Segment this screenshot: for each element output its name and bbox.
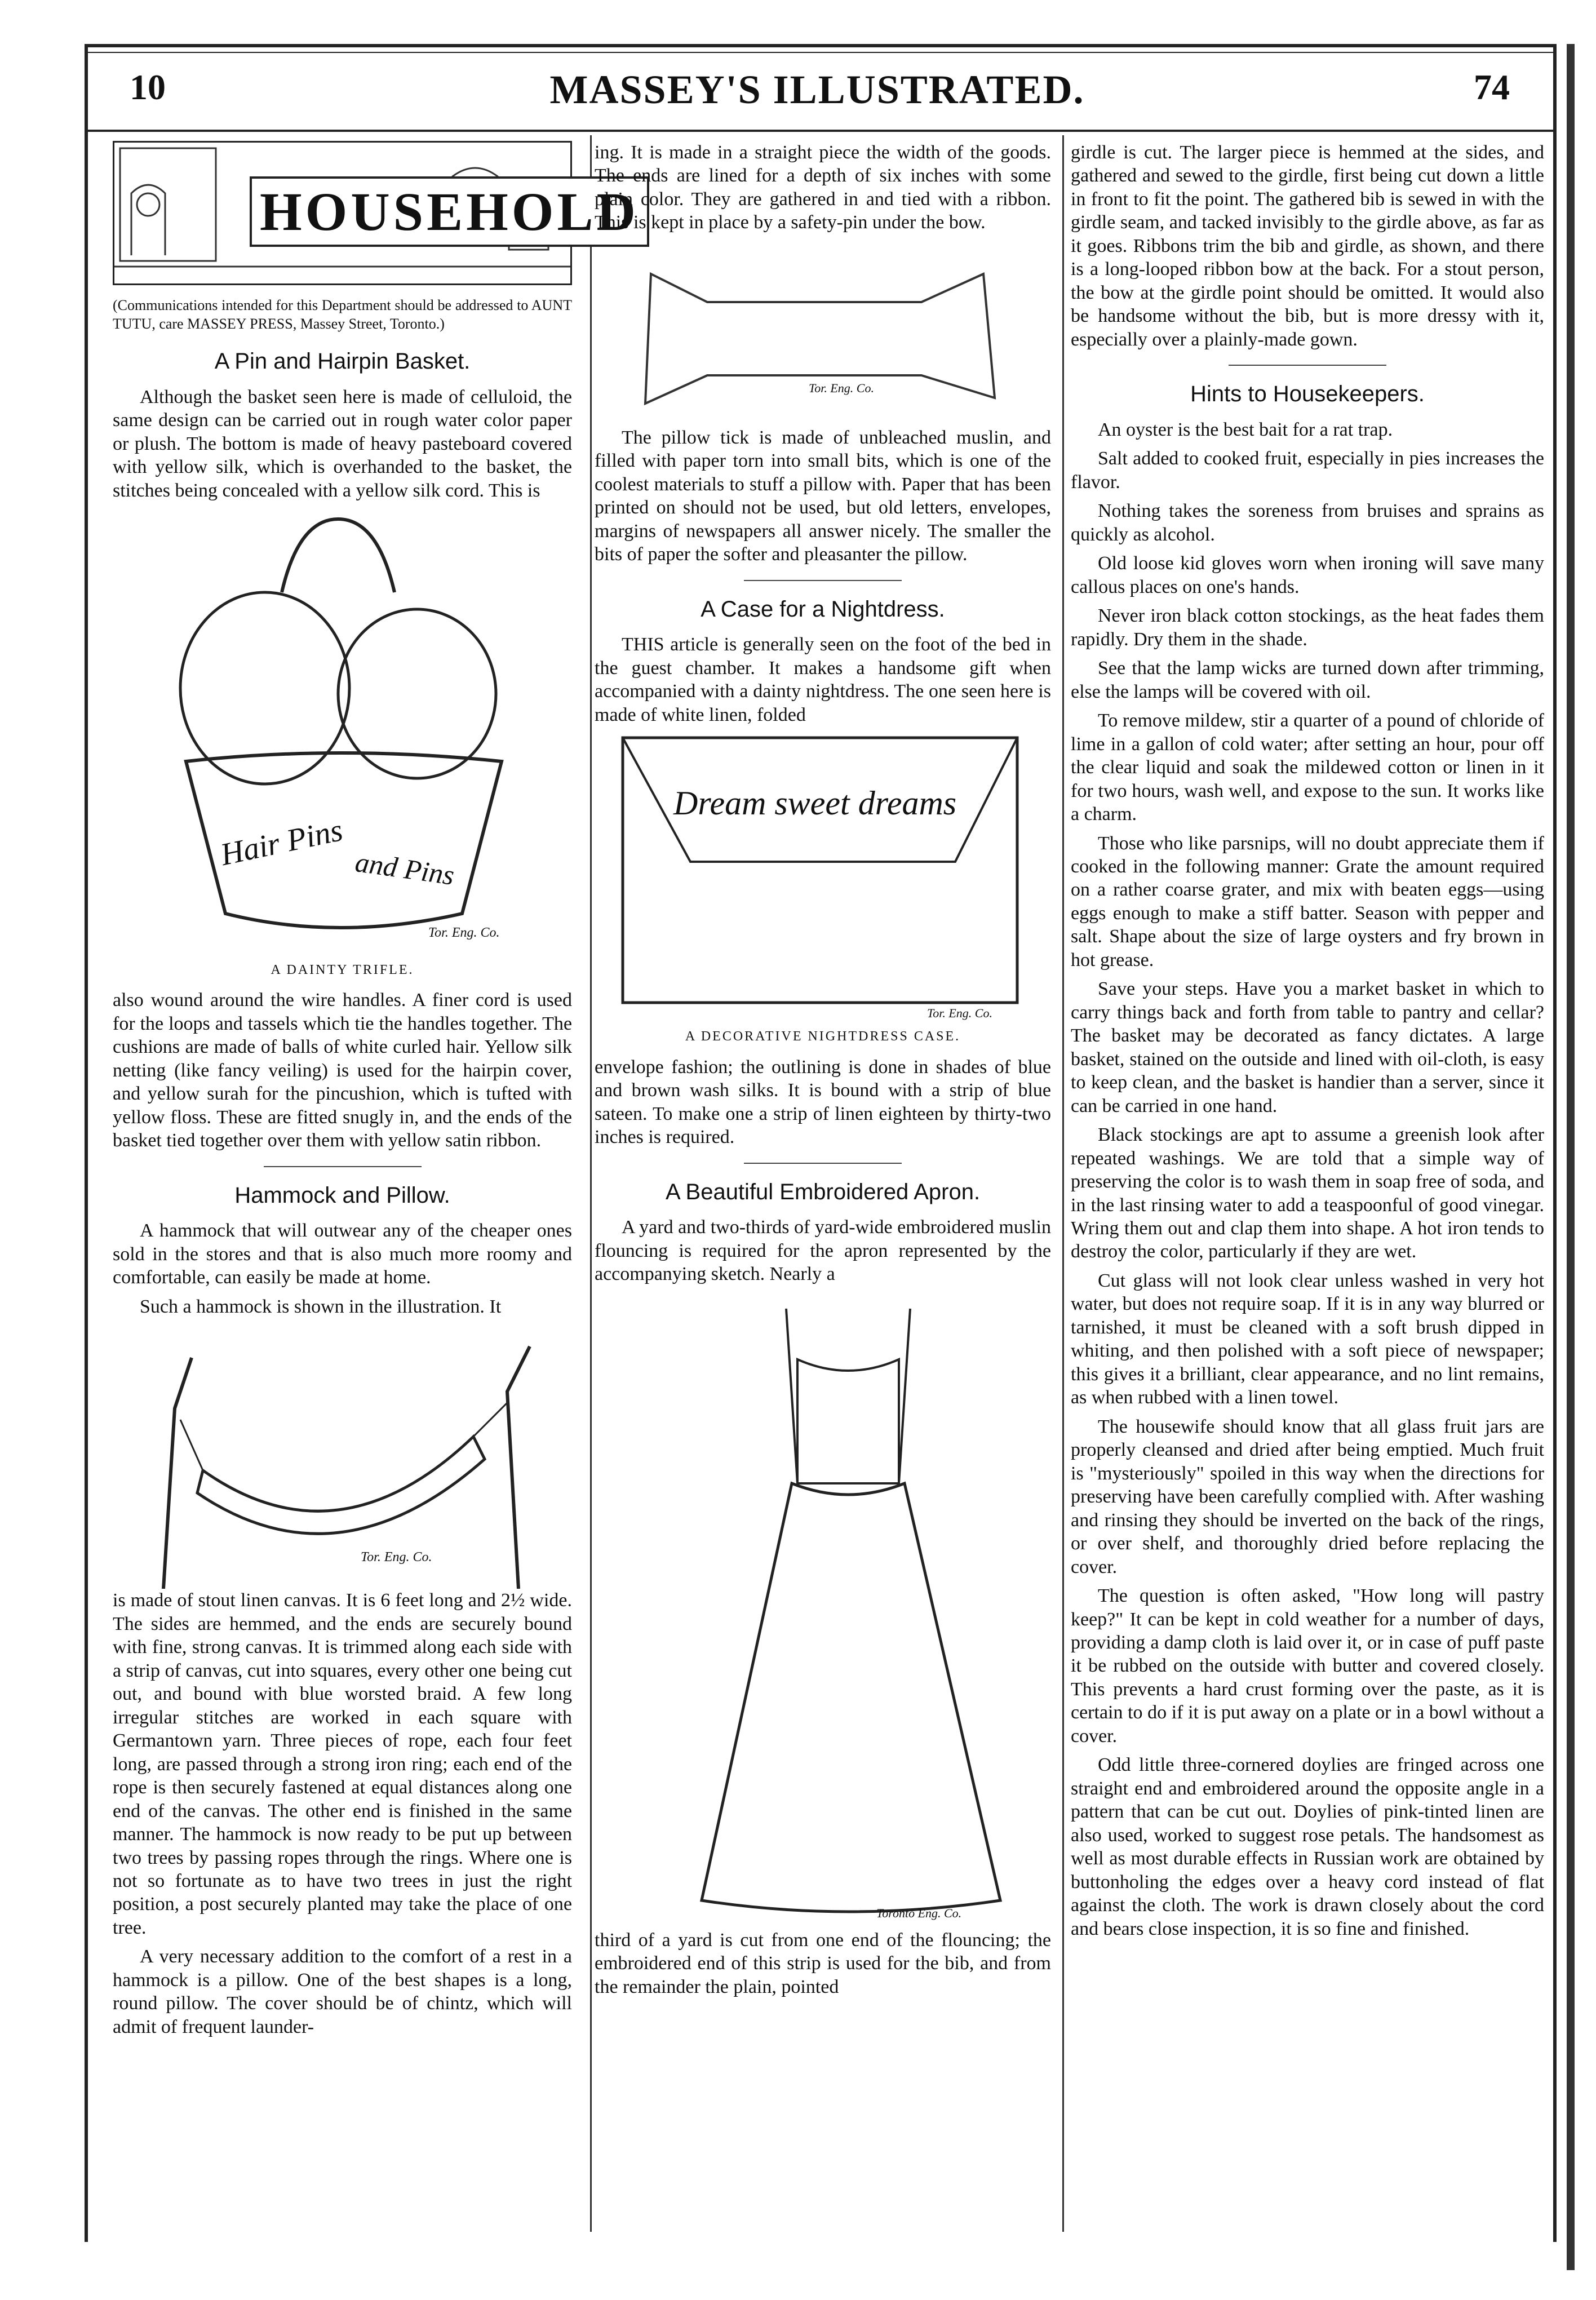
hammock-paragraph-4: A very necessary addition to the comfort of a rest in a hammock is a pillow. One of the best shapes is a long, round pillow. The cover should be of chintz, which will admit of frequent launder- [113, 1946, 572, 2037]
column-1 [113, 141, 639, 2044]
section-separator [1229, 365, 1386, 366]
hint-12: The housewife should know that all glass fruit jars are properly cleansed and dried after being emptied. Much fruit is "mysteriously" spoiled in this way when the directions for preserving have been carefully complied with. After washing and rinsing they should be inverted on the back of the rings, or over shelf, and thoroughly dried before replacing the cover. [1071, 1416, 1544, 1577]
page-border-top-inner [85, 52, 1557, 53]
apron-illustration [595, 1292, 1051, 1929]
page-number-right: 74 [1474, 67, 1510, 107]
column-3 [1071, 141, 1544, 1946]
apron-paragraph-3: girdle is cut. The larger piece is hemmed at the sides, and gathered and sewed to the girdle, first being cut down a little in front to fit the point. The gathered bib is sewed in with the girdle seam, and tacked invisibly to the girdle above, as far as it goes. Ribbons trim the bib and girdle, as shown, and there is a long-looped ribbon bow at the back. For a stout person, the bow at the girdle point should be omitted. It would also be handsome without the bib, but is more dressy with it, especially over a plainly-made gown. [1071, 142, 1544, 350]
page-border-left [85, 44, 88, 2242]
masthead: MASSEY'S ILLUSTRATED. [549, 67, 1085, 112]
hint-8: Those who like parsnips, will no doubt appreciate them if cooked in the following manner: Grate the amount required on a rather coarse grater, and mix with beaten eggs—using eggs enough to make a stiff batter. Season with pepper and salt. Shape about the size of large oysters and fry brown in hot grease. [1071, 832, 1544, 970]
apron-engraver: Toronto Eng. Co. [876, 1905, 962, 1920]
pin-basket-title: A Pin and Hairpin Basket. [214, 349, 471, 374]
hint-7: To remove mildew, stir a quarter of a pound of chloride of lime in a gallon of cold water; after setting an hour, pour off the clear liquid and soak the mildewed cotton or linen in it for two hours, wash well, and expose to the sun. It works like a charm. [1071, 710, 1544, 825]
column-rule-2 [1062, 135, 1064, 2232]
hint-4: Old loose kid gloves worn when ironing will save many callous places on one's hands. [1071, 553, 1544, 597]
hammock-paragraph-3: is made of stout linen canvas. It is 6 feet long and 2½ wide. The sides are hemmed, and the ends are securely bound with fine, strong canvas. It is trimmed along each side with a strip of canvas, cut into squares, every other one being cut out, and bound with blue worsted braid. A few long irregular stitches are worked in each square with Germantown yarn. Three pieces of rope, each four feet long, are passed through a strong iron ring; each end of the rope is then securely fastened at equal distances along one end of the canvas. The other end is finished in the same manner. The hammock is now ready to be put up between two trees by passing ropes through the rings. Where one is not so fortunate as to have two trees in just the right position, a post securely planted may take the place of one tree. [113, 1590, 572, 1938]
apron-paragraph-2: third of a yard is cut from one end of the flouncing; the embroidered end of this strip is used for the bib, and from the remainder the plain, pointed [595, 1929, 1051, 1997]
pillow-paragraph-1: ing. It is made in a straight piece the width of the goods. The ends are lined for a depth of six inches with some plain color. They are gathered in and tied with a ribbon. This is kept in place by a safety-pin under the bow. [595, 142, 1051, 233]
page-border-right [1553, 44, 1557, 2242]
column-rule-1 [590, 135, 592, 2232]
hammock-illustration [113, 1324, 572, 1589]
hints-title: Hints to Housekeepers. [1190, 382, 1425, 407]
nightdress-caption: A DECORATIVE NIGHTDRESS CASE. [685, 1029, 961, 1044]
hammock-paragraph-2: Such a hammock is shown in the illustration. It [140, 1296, 502, 1317]
hammock-engraver: Tor. Eng. Co. [361, 1550, 432, 1565]
page-number-left: 10 [130, 67, 166, 107]
column-2 [595, 141, 1051, 2004]
hint-6: See that the lamp wicks are turned down after trimming, else the lamps will be covered with oil. [1071, 658, 1544, 702]
household-banner-title: HOUSEHOLD [250, 176, 649, 247]
page-border-top [85, 44, 1557, 47]
hammock-paragraph-1: A hammock that will outwear any of the cheaper ones sold in the stores and that is also much more roomy and comfortable, can easily be made at home. [113, 1220, 572, 1288]
hint-2: Salt added to cooked fruit, especially in pies increases the flavor. [1071, 448, 1544, 493]
nightdress-engraver: Tor. Eng. Co. [927, 1006, 992, 1021]
hint-9: Save your steps. Have you a market basket in which to carry things back and forth from table to pantry and cellar? The basket may be decorated as fancy dictates. A large basket, stained on the outside and lined with oil-cloth, is easy to keep clean, and the basket is handier than a server, since it can be carried in one hand. [1071, 978, 1544, 1116]
apron-paragraph-1: A yard and two-thirds of yard-wide embroidered muslin flouncing is required for the apron represented by the accompanying sketch. Nearly a [595, 1217, 1051, 1285]
pin-basket-paragraph-2: also wound around the wire handles. A finer cord is used for the loops and tassels which tie the handles together. The cushions are made of balls of white curled hair. Yellow silk netting (like fancy veiling) is used for the hairpin cover, and yellow surah for the pincushion, which is tufted with yellow floss. These are fitted snugly in, and the ends of the basket tied together over them with yellow satin ribbon. [113, 990, 572, 1151]
apron-title: A Beautiful Embroidered Apron. [665, 1179, 981, 1204]
hint-10: Black stockings are apt to assume a greenish look after repeated washings. We are told that a simple way of preserving the color is to wash them in soap free of soda, and in the last rinsing water to add a teaspoonful of good vinegar. Wring them out and clap them into shape. A hot iron tends to destroy the color, particularly if they are wet. [1071, 1124, 1544, 1262]
hint-3: Nothing takes the soreness from bruises and sprains as quickly as alcohol. [1071, 500, 1544, 545]
pillow-paragraph-2: The pillow tick is made of unbleached muslin, and filled with paper torn into small bits, which is one of the coolest materials to stuff a pillow with. Paper that has been printed on should not be used, but old letters, envelopes, margins of newspapers all answer nicely. The smaller the bits of paper the softer and pleasanter the pillow. [595, 427, 1051, 565]
nightdress-illustration [595, 732, 1051, 1025]
household-note: (Communications intended for this Department should be addressed to AUNT TUTU, care MASSEY PRESS, Massey Street, Toronto.) [113, 297, 572, 332]
pillow-illustration [595, 240, 1051, 426]
hint-1: An oyster is the best bait for a rat trap. [1098, 419, 1393, 441]
nightdress-embroidered-text: Dream sweet dreams [673, 785, 957, 822]
hammock-title: Hammock and Pillow. [234, 1182, 450, 1208]
pillow-engraver: Tor. Eng. Co. [809, 380, 874, 395]
section-separator [744, 1163, 902, 1164]
hint-13: The question is often asked, "How long will pastry keep?" It can be kept in cold weather for a number of days, providing a damp cloth is laid over it, or in case of puff paste it be rubbed on the outside with butter and covered closely. This prevents a hard crust forming over the paste, as it is certain to do if it is put away on a plate or in a bowl without a cover. [1071, 1585, 1544, 1747]
nightdress-paragraph-2: envelope fashion; the outlining is done in shades of blue and brown wash silks. It is bound with a strip of blue sateen. To make one a strip of linen eighteen by thirty-two inches is required. [595, 1056, 1051, 1148]
basket-text-hair-pins: Hair Pins [217, 813, 346, 873]
header-rule [85, 130, 1557, 132]
page-binding-edge [1567, 44, 1575, 2270]
household-banner [113, 141, 639, 285]
pin-basket-illustration [113, 508, 572, 959]
pin-basket-engraver: Tor. Eng. Co. [428, 925, 500, 941]
pin-basket-paragraph-1: Although the basket seen here is made of celluloid, the same design can be carried out in rough water color paper or plush. The bottom is made of heavy pasteboard covered with yellow silk, which is overhanded to the basket, the stitches being concealed with a yellow silk cord. This is [113, 386, 572, 501]
hint-14: Odd little three-cornered doylies are fringed across one straight end and embroidered around the opposite angle in a pattern that can be cut out. Doylies of pink-tinted linen are also used, worked to suggest rose petals. The handsomest as well as most durable effects in Russian work are obtained by buttonholing the edges over a heavy cord instead of flat against the cloth. The work is drawn closely about the cord and bears close inspection, it is so fine and finished. [1071, 1754, 1544, 1939]
nightdress-title: A Case for a Nightdress. [701, 596, 945, 622]
section-separator [744, 580, 902, 581]
nightdress-paragraph-1: THIS article is generally seen on the foot of the bed in the guest chamber. It makes a handsome gift when accompanied with a dainty nightdress. The one seen here is made of white linen, folded [595, 634, 1051, 725]
basket-text-and-pins: and Pins [353, 846, 456, 892]
pin-basket-caption: A DAINTY TRIFLE. [271, 963, 414, 978]
section-separator [264, 1166, 422, 1167]
hint-5: Never iron black cotton stockings, as the heat fades them rapidly. Dry them in the shade. [1071, 605, 1544, 650]
hint-11: Cut glass will not look clear unless washed in very hot water, but does not require soap. If it is in any way blurred or tarnished, it must be cleaned with a soft brush dipped in whiting, and then polished with a soft piece of newspaper; this gives it a brilliant, clear appearance, and no lint remains, as when rubbed with a linen towel. [1071, 1270, 1544, 1408]
